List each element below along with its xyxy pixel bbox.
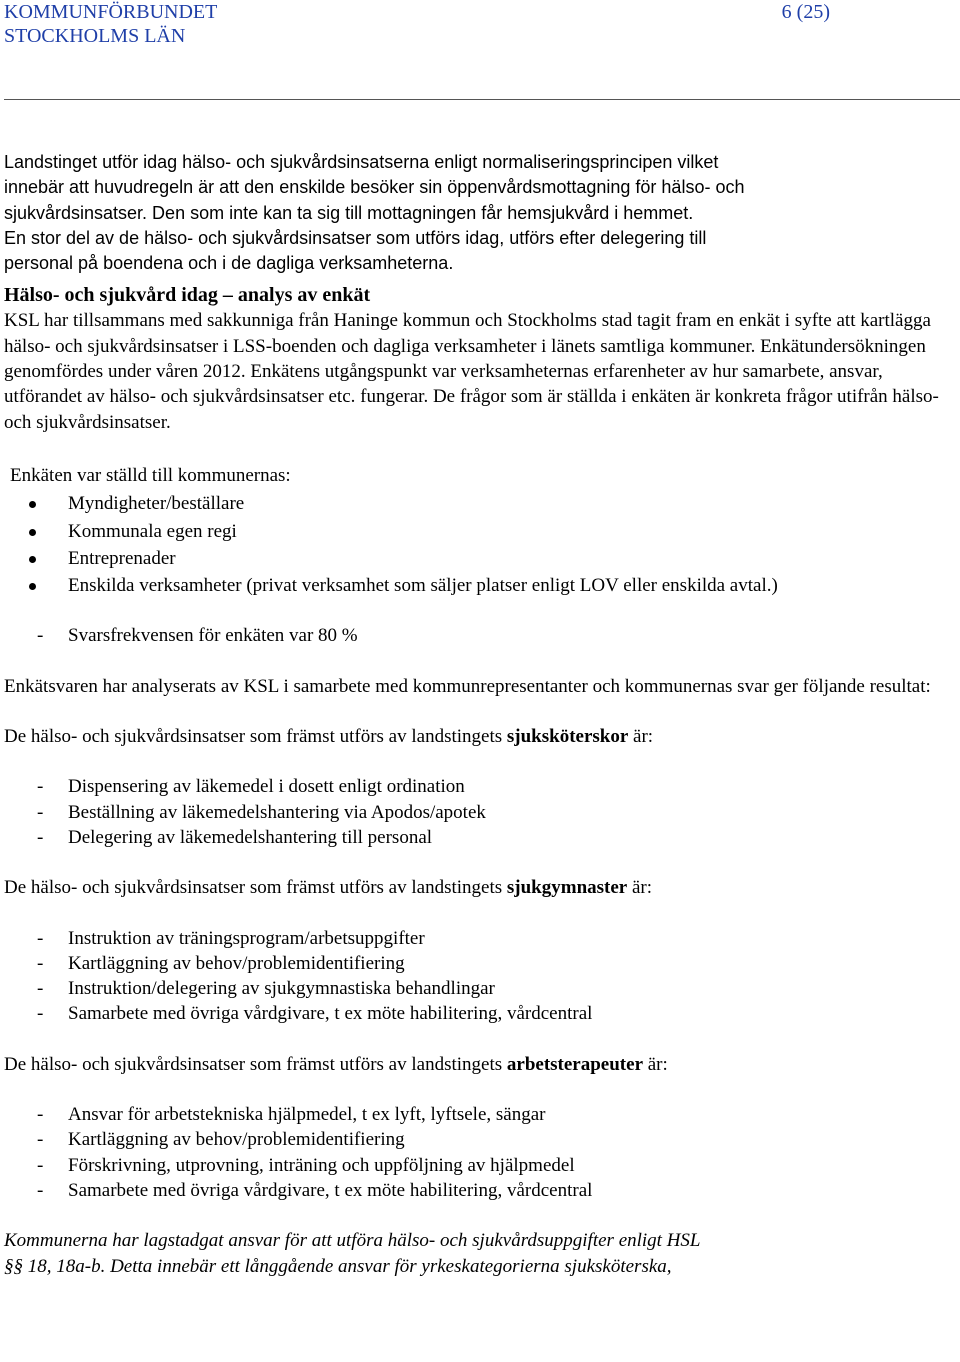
response-rate: Svarsfrekvensen för enkäten var 80 %: [68, 625, 358, 647]
list-item: - Delegering av läkemedelshantering till personal: [37, 826, 433, 848]
section-body: KSL har tillsammans med sakkunniga från Haninge kommun och Stockholms stad tagit fram en enkät i syfte att kartlägga hälso- och sjukvårdsinsatser i LSS-boenden och dagliga verksamheter i länets samtliga kommuner. Enkätundersökningen genomfördes under våren 2012. Enkätens utgångspunkt var verksamheternas erfarenheter av hur samarbete, ansvar, utförandet av hälso- och sjukvårdsinsatser etc. fungerar. De frågor som är ställda i enkäten är konkreta frågor utifrån hälso- och sjukvårdsinsatser.: [4, 310, 939, 433]
list-item: Myndigheter/beställare: [4, 491, 944, 516]
closing-line: Kommunerna har lagstadgat ansvar för att utföra hälso- och sjukvårdsuppgifter enligt HSL: [4, 1230, 701, 1252]
closing-line: §§ 18, 18a-b. Detta innebär ett långgående ansvar för yrkeskategorierna sjuksköterska,: [4, 1255, 672, 1277]
intro-line: innebär att huvudregeln är att den enskilde besöker sin öppenvårdsmottagning för hälso- och: [4, 177, 745, 198]
list-item: - Förskrivning, utprovning, inträning och uppföljning av hjälpmedel: [37, 1154, 575, 1176]
nurse-intro: De hälso- och sjukvårdsinsatser som främst utförs av landstingets sjuksköterskor är:: [4, 726, 654, 748]
intro-line: Landstinget utför idag hälso- och sjukvårdsinsatserna enligt normaliseringsprincipen vilket: [4, 152, 719, 172]
organization-name: [4, 0, 217, 48]
closing-paragraph: [4, 1228, 944, 1279]
intro-line: personal på boendena och i de dagliga verksamheterna.: [4, 253, 454, 274]
role-name: sjuksköterskor: [506, 726, 629, 748]
bullet-icon: [29, 556, 36, 563]
ot-task-list: [4, 1102, 944, 1203]
list-item: Kommunala egen regi: [4, 519, 944, 544]
response-rate-list: [4, 623, 944, 648]
list-item: - Samarbete med övriga vårdgivare, t ex möte habilitering, vårdcentral: [37, 1179, 593, 1201]
header-divider: [4, 99, 960, 100]
page-header: [4, 0, 956, 100]
list-item: - Beställning av läkemedelshantering via Apodos/apotek: [37, 801, 486, 823]
bullet-icon: [29, 529, 36, 536]
ot-intro: De hälso- och sjukvårdsinsatser som främst utförs av landstingets arbetsterapeuter är:: [4, 1053, 668, 1075]
list-item: - Instruktion av träningsprogram/arbetsuppgifter: [37, 927, 425, 949]
org-line-2: STOCKHOLMS LÄN: [4, 25, 186, 47]
list-item: Enskilda verksamheter (privat verksamhet som säljer platser enligt LOV eller enskilda avtal.): [4, 573, 944, 598]
list-item: Entreprenader: [4, 546, 944, 571]
role-name: arbetsterapeuter: [506, 1053, 643, 1075]
intro-line: En stor del av de hälso- och sjukvårdsinsatser som utförs idag, utförs efter delegering till: [4, 227, 707, 248]
analysis-paragraph: Enkätsvaren har analyserats av KSL i samarbete med kommunrepresentanter och kommunernas svar ger följande resultat:: [4, 675, 931, 697]
org-line-1: KOMMUNFÖRBUNDET: [4, 1, 218, 23]
physio-task-list: [4, 926, 944, 1027]
list-item: - Instruktion/delegering av sjukgymnastiska behandlingar: [37, 978, 495, 1000]
list-item: - Svarsfrekvensen för enkäten var 80 %: [37, 625, 358, 647]
audience-list: [4, 491, 944, 598]
physio-intro: De hälso- och sjukvårdsinsatser som främst utförs av landstingets sjukgymnaster är:: [4, 877, 653, 899]
list-item: - Samarbete med övriga vårdgivare, t ex möte habilitering, vårdcentral: [37, 1003, 593, 1025]
section-heading: Hälso- och sjukvård idag – analys av enkät: [4, 284, 371, 307]
bullet-icon: [29, 501, 36, 508]
bullet-icon: [29, 583, 36, 590]
intro-paragraph: [4, 150, 944, 276]
page-number: 6 (25): [781, 1, 830, 23]
document-body: [4, 150, 944, 1279]
list-item: - Dispensering av läkemedel i dosett enligt ordination: [37, 776, 465, 798]
list-item: - Ansvar för arbetstekniska hjälpmedel, t ex lyft, lyftsele, sängar: [37, 1104, 546, 1126]
survey-audience-intro: Enkäten var ställd till kommunernas:: [10, 464, 291, 486]
role-name: sjukgymnaster: [506, 877, 628, 899]
intro-line: sjukvårdsinsatser. Den som inte kan ta sig till mottagningen får hemsjukvård i hemmet.: [4, 202, 694, 223]
list-item: - Kartläggning av behov/problemidentifiering: [37, 952, 405, 974]
nurse-task-list: [4, 774, 944, 850]
list-item: - Kartläggning av behov/problemidentifiering: [37, 1129, 405, 1151]
